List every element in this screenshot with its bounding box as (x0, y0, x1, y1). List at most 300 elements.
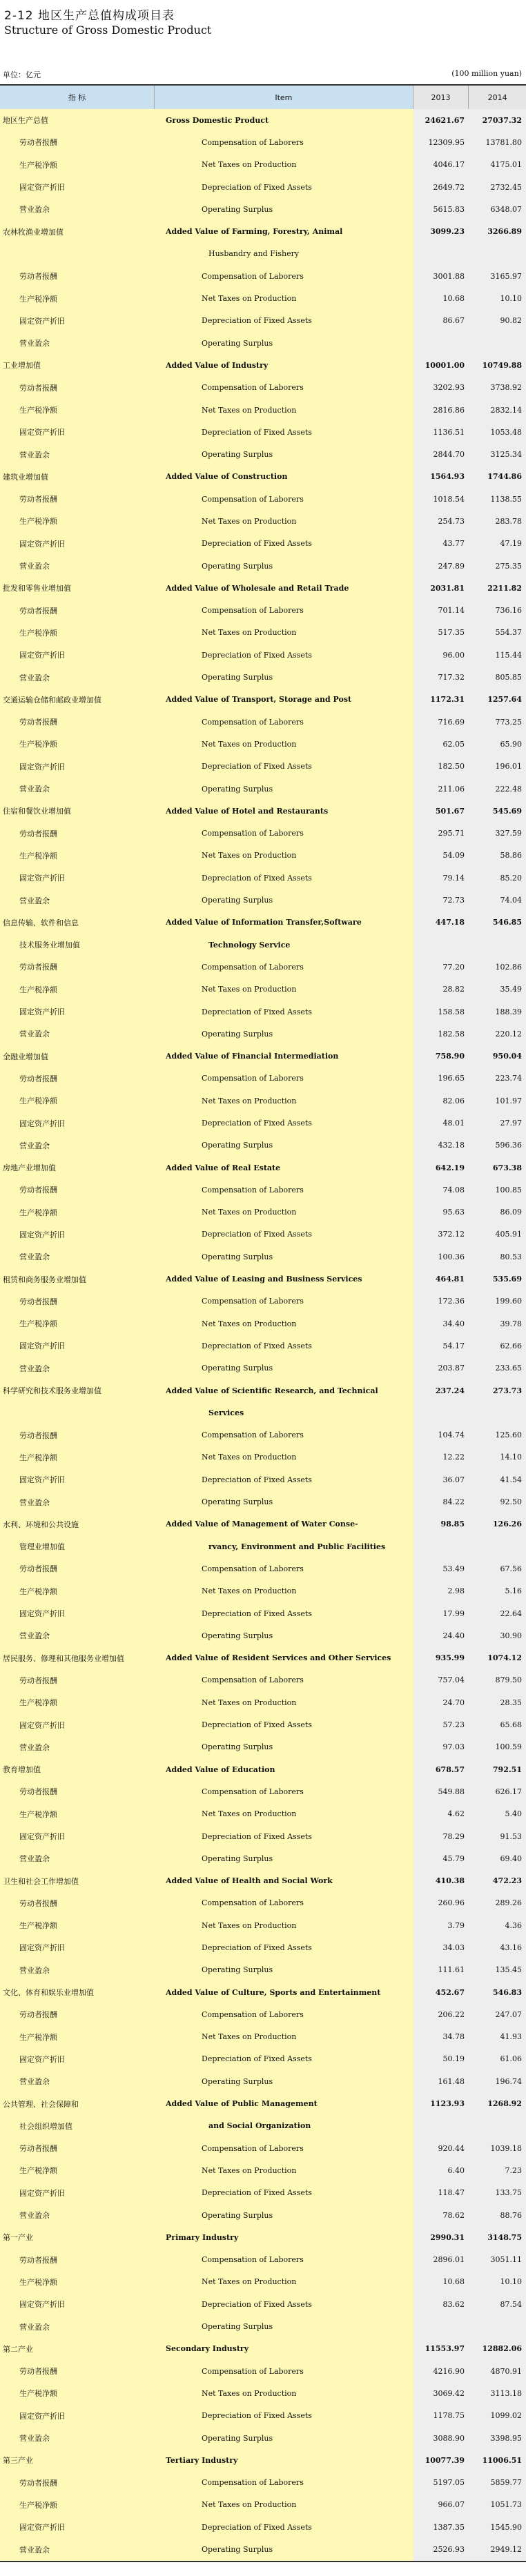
value-2013-cell: 716.69 (413, 711, 469, 733)
item-cell: Operating Surplus (155, 1134, 413, 1157)
value-2014-cell (469, 243, 526, 265)
value-2014-cell: 554.37 (469, 622, 526, 644)
item-cell: Operating Surplus (155, 2427, 413, 2449)
table-row (0, 1312, 526, 1335)
table-row (0, 1981, 526, 2003)
item-cell: Net Taxes on Production (155, 1580, 413, 1602)
item-cell: Added Value of Culture, Sports and Entertainment (155, 1981, 413, 2003)
indicator-cell: 固定资产折旧 (0, 1825, 155, 1847)
value-2014-cell: 58.86 (469, 845, 526, 867)
indicator-cell: 营业盈余 (0, 2315, 155, 2337)
item-cell: Secondary Industry (155, 2338, 413, 2360)
value-2014-cell: 1039.18 (469, 2137, 526, 2159)
item-cell: Added Value of Public Management (155, 2092, 413, 2114)
table-row (0, 2471, 526, 2493)
value-2014-cell (469, 1402, 526, 1424)
item-cell: Added Value of Scientific Research, and Technical (155, 1379, 413, 1402)
value-2014-cell: 223.74 (469, 1068, 526, 1090)
value-2014-cell: 327.59 (469, 823, 526, 845)
value-2014-cell: 4.36 (469, 1914, 526, 1936)
value-2013-cell: 464.81 (413, 1268, 469, 1290)
value-2014-cell: 14.10 (469, 1446, 526, 1468)
table-row (0, 131, 526, 153)
value-2014-cell: 90.82 (469, 310, 526, 332)
value-2014-cell: 199.60 (469, 1290, 526, 1312)
item-cell: Compensation of Laborers (155, 1557, 413, 1580)
table-row (0, 1736, 526, 1758)
table-row (0, 1602, 526, 1624)
indicator-cell: 营业盈余 (0, 1023, 155, 1045)
value-2014-cell: 3113.18 (469, 2382, 526, 2404)
table-title-en: Structure of Gross Domestic Product (4, 23, 212, 37)
indicator-cell: 第三产业 (0, 2449, 155, 2471)
indicator-cell: 营业盈余 (0, 2538, 155, 2560)
value-2014-cell: 27.97 (469, 1112, 526, 1134)
table-title-zh: 2-12 地区生产总值构成项目表 (4, 9, 175, 23)
value-2013-cell (413, 2115, 469, 2137)
indicator-cell: 营业盈余 (0, 1134, 155, 1157)
indicator-cell: 生产税净额 (0, 979, 155, 1001)
item-cell: Compensation of Laborers (155, 131, 413, 153)
value-2013-cell: 2896.01 (413, 2249, 469, 2271)
item-cell: Depreciation of Fixed Assets (155, 2048, 413, 2070)
indicator-cell: 生产税净额 (0, 1090, 155, 1112)
value-2013-cell: 17.99 (413, 1602, 469, 1624)
value-2013-cell: 1387.35 (413, 2516, 469, 2538)
table-row (0, 2360, 526, 2382)
table-row (0, 1580, 526, 1602)
item-cell: Operating Surplus (155, 889, 413, 911)
indicator-cell: 固定资产折旧 (0, 1713, 155, 1736)
table-row (0, 1847, 526, 1869)
value-2014-cell: 1744.86 (469, 466, 526, 488)
column-header-item: Item (155, 86, 413, 109)
value-2013-cell: 372.12 (413, 1223, 469, 1246)
item-cell: Depreciation of Fixed Assets (155, 2516, 413, 2538)
item-cell: Added Value of Real Estate (155, 1157, 413, 1179)
table-row (0, 1246, 526, 1268)
item-cell: Depreciation of Fixed Assets (155, 1112, 413, 1134)
item-cell: Compensation of Laborers (155, 488, 413, 510)
value-2013-cell: 1172.31 (413, 689, 469, 711)
value-2013-cell: 48.01 (413, 1112, 469, 1134)
indicator-cell: 生产税净额 (0, 845, 155, 867)
indicator-cell: 生产税净额 (0, 1446, 155, 1468)
table-row (0, 220, 526, 242)
value-2013-cell: 11553.97 (413, 2338, 469, 2360)
item-cell: Compensation of Laborers (155, 2360, 413, 2382)
table-row (0, 934, 526, 956)
indicator-cell: 固定资产折旧 (0, 756, 155, 778)
indicator-cell: 交通运输仓储和邮政业增加值 (0, 689, 155, 711)
table-row (0, 1513, 526, 1535)
item-cell: Added Value of Transport, Storage and Post (155, 689, 413, 711)
value-2013-cell: 24.70 (413, 1691, 469, 1713)
table-row (0, 689, 526, 711)
indicator-cell: 固定资产折旧 (0, 1335, 155, 1357)
item-cell: Net Taxes on Production (155, 1914, 413, 1936)
item-cell: Net Taxes on Production (155, 2382, 413, 2404)
value-2013-cell: 24.40 (413, 1624, 469, 1646)
table-row (0, 555, 526, 577)
value-2014-cell: 6348.07 (469, 198, 526, 220)
item-cell: Compensation of Laborers (155, 823, 413, 845)
indicator-cell: 生产税净额 (0, 510, 155, 532)
item-cell: Compensation of Laborers (155, 1424, 413, 1446)
value-2014-cell: 626.17 (469, 1780, 526, 1802)
indicator-cell: 信息传输、软件和信息 (0, 912, 155, 934)
indicator-cell: 固定资产折旧 (0, 2516, 155, 2538)
value-2013-cell: 4046.17 (413, 154, 469, 176)
item-cell: Added Value of Resident Services and Other Services (155, 1646, 413, 1669)
item-cell: Net Taxes on Production (155, 1446, 413, 1468)
item-cell: Net Taxes on Production (155, 2026, 413, 2048)
item-cell: Net Taxes on Production (155, 1090, 413, 1112)
table-row (0, 332, 526, 354)
value-2013-cell: 28.82 (413, 979, 469, 1001)
value-2013-cell: 54.17 (413, 1335, 469, 1357)
value-2014-cell: 5.40 (469, 1803, 526, 1825)
indicator-cell: 生产税净额 (0, 1580, 155, 1602)
value-2014-cell: 1257.64 (469, 689, 526, 711)
value-2014-cell: 30.90 (469, 1624, 526, 1646)
indicator-cell: 生产税净额 (0, 399, 155, 421)
value-2013-cell: 118.47 (413, 2182, 469, 2204)
indicator-cell: 营业盈余 (0, 1624, 155, 1646)
table-row (0, 1045, 526, 1067)
indicator-cell: 劳动者报酬 (0, 1290, 155, 1312)
unit-label-en: (100 million yuan) (451, 69, 522, 78)
value-2014-cell (469, 934, 526, 956)
indicator-cell: 地区生产总值 (0, 109, 155, 131)
item-cell: Tertiary Industry (155, 2449, 413, 2471)
indicator-cell: 房地产业增加值 (0, 1157, 155, 1179)
value-2014-cell: 535.69 (469, 1268, 526, 1290)
table-row (0, 577, 526, 599)
value-2014-cell: 10749.88 (469, 354, 526, 376)
table-row (0, 1914, 526, 1936)
indicator-cell: 营业盈余 (0, 1491, 155, 1513)
value-2013-cell: 10077.39 (413, 2449, 469, 2471)
table-row (0, 1535, 526, 1557)
item-cell: Depreciation of Fixed Assets (155, 1602, 413, 1624)
value-2013-cell: 501.67 (413, 800, 469, 822)
value-2014-cell (469, 1535, 526, 1557)
value-2013-cell: 1178.75 (413, 2405, 469, 2427)
indicator-cell: 社会组织增加值 (0, 2115, 155, 2137)
table-row (0, 1646, 526, 1669)
indicator-cell: 固定资产折旧 (0, 310, 155, 332)
item-cell: Added Value of Information Transfer,Software (155, 912, 413, 934)
table-row (0, 1179, 526, 1201)
table-row (0, 979, 526, 1001)
value-2013-cell: 86.67 (413, 310, 469, 332)
value-2013-cell: 77.20 (413, 956, 469, 978)
indicator-cell: 固定资产折旧 (0, 1223, 155, 1246)
table-row (0, 1446, 526, 1468)
value-2013-cell: 2526.93 (413, 2538, 469, 2560)
item-cell: Operating Surplus (155, 198, 413, 220)
item-cell: Operating Surplus (155, 2538, 413, 2560)
value-2013-cell: 97.03 (413, 1736, 469, 1758)
table-row (0, 2271, 526, 2293)
item-cell: Operating Surplus (155, 1624, 413, 1646)
item-cell: Operating Surplus (155, 1246, 413, 1268)
value-2013-cell: 3069.42 (413, 2382, 469, 2404)
value-2014-cell: 950.04 (469, 1045, 526, 1067)
value-2013-cell: 432.18 (413, 1134, 469, 1157)
indicator-cell: 劳动者报酬 (0, 2249, 155, 2271)
indicator-cell: 劳动者报酬 (0, 1669, 155, 1691)
table-row (0, 1936, 526, 1958)
value-2014-cell: 4175.01 (469, 154, 526, 176)
indicator-cell (0, 243, 155, 265)
value-2014-cell (469, 2315, 526, 2337)
value-2013-cell: 295.71 (413, 823, 469, 845)
indicator-cell: 营业盈余 (0, 555, 155, 577)
indicator-cell: 固定资产折旧 (0, 421, 155, 443)
value-2014-cell: 673.38 (469, 1157, 526, 1179)
value-2014-cell: 405.91 (469, 1223, 526, 1246)
item-cell: rvancy, Environment and Public Facilities (155, 1535, 413, 1557)
item-cell: Operating Surplus (155, 555, 413, 577)
value-2014-cell: 65.90 (469, 733, 526, 755)
column-header-2013: 2013 (413, 86, 469, 109)
value-2013-cell: 74.08 (413, 1179, 469, 1201)
value-2013-cell: 43.77 (413, 533, 469, 555)
value-2014-cell: 125.60 (469, 1424, 526, 1446)
table-row (0, 2315, 526, 2337)
value-2014-cell: 805.85 (469, 666, 526, 688)
value-2014-cell: 61.06 (469, 2048, 526, 2070)
value-2014-cell: 65.68 (469, 1713, 526, 1736)
value-2014-cell: 85.20 (469, 867, 526, 889)
indicator-cell: 营业盈余 (0, 1959, 155, 1981)
item-cell: Compensation of Laborers (155, 600, 413, 622)
indicator-cell: 生产税净额 (0, 2271, 155, 2293)
value-2013-cell: 758.90 (413, 1045, 469, 1067)
value-2013-cell: 111.61 (413, 1959, 469, 1981)
table-row (0, 1090, 526, 1112)
table-row (0, 2026, 526, 2048)
indicator-cell: 第二产业 (0, 2338, 155, 2360)
table-row (0, 1892, 526, 1914)
item-cell: Net Taxes on Production (155, 622, 413, 644)
table-row (0, 2449, 526, 2471)
item-cell: Operating Surplus (155, 1023, 413, 1045)
table-row (0, 1669, 526, 1691)
value-2014-cell: 87.54 (469, 2293, 526, 2315)
item-cell: Added Value of Financial Intermediation (155, 1045, 413, 1067)
value-2014-cell: 3148.75 (469, 2226, 526, 2248)
value-2014-cell: 35.49 (469, 979, 526, 1001)
value-2013-cell: 57.23 (413, 1713, 469, 1736)
table-row (0, 2003, 526, 2025)
value-2014-cell: 67.56 (469, 1557, 526, 1580)
table-row (0, 1557, 526, 1580)
value-2013-cell: 98.85 (413, 1513, 469, 1535)
table-row (0, 154, 526, 176)
value-2014-cell (469, 2115, 526, 2137)
indicator-cell: 劳动者报酬 (0, 1424, 155, 1446)
indicator-cell: 固定资产折旧 (0, 176, 155, 198)
table-row (0, 2182, 526, 2204)
table-row (0, 2070, 526, 2092)
item-cell: Depreciation of Fixed Assets (155, 1001, 413, 1023)
item-cell: Net Taxes on Production (155, 2271, 413, 2293)
value-2014-cell: 13781.80 (469, 131, 526, 153)
value-2013-cell: 1018.54 (413, 488, 469, 510)
table-row (0, 533, 526, 555)
indicator-cell: 农林牧渔业增加值 (0, 220, 155, 242)
value-2013-cell: 10001.00 (413, 354, 469, 376)
indicator-cell: 营业盈余 (0, 889, 155, 911)
item-cell: Husbandry and Fishery (155, 243, 413, 265)
value-2014-cell: 12882.06 (469, 2338, 526, 2360)
value-2013-cell: 2031.81 (413, 577, 469, 599)
value-2013-cell: 642.19 (413, 1157, 469, 1179)
table-row (0, 176, 526, 198)
value-2013-cell: 10.68 (413, 287, 469, 309)
value-2014-cell: 289.26 (469, 1892, 526, 1914)
value-2014-cell: 2211.82 (469, 577, 526, 599)
table-row (0, 1624, 526, 1646)
table-row (0, 1959, 526, 1981)
table-row (0, 2338, 526, 2360)
value-2014-cell: 5.16 (469, 1580, 526, 1602)
indicator-cell: 劳动者报酬 (0, 2137, 155, 2159)
item-cell: Depreciation of Fixed Assets (155, 1335, 413, 1357)
value-2013-cell: 36.07 (413, 1468, 469, 1491)
indicator-cell: 劳动者报酬 (0, 1780, 155, 1802)
value-2014-cell: 2732.45 (469, 176, 526, 198)
value-2013-cell: 920.44 (413, 2137, 469, 2159)
value-2014-cell: 879.50 (469, 1669, 526, 1691)
value-2013-cell: 2844.70 (413, 443, 469, 465)
table-row (0, 1424, 526, 1446)
item-cell: Added Value of Management of Water Conse- (155, 1513, 413, 1535)
indicator-cell: 固定资产折旧 (0, 2405, 155, 2427)
value-2014-cell: 92.50 (469, 1491, 526, 1513)
value-2013-cell: 6.40 (413, 2159, 469, 2181)
value-2013-cell (413, 1402, 469, 1424)
value-2014-cell: 196.01 (469, 756, 526, 778)
indicator-cell: 劳动者报酬 (0, 131, 155, 153)
value-2014-cell: 2832.14 (469, 399, 526, 421)
indicator-cell: 生产税净额 (0, 2382, 155, 2404)
unit-label-zh: 单位：亿元 (3, 70, 41, 79)
indicator-cell: 营业盈余 (0, 2204, 155, 2226)
table-row (0, 2494, 526, 2516)
value-2013-cell: 5197.05 (413, 2471, 469, 2493)
table-row (0, 2293, 526, 2315)
table-row (0, 1713, 526, 1736)
item-cell: Net Taxes on Production (155, 1201, 413, 1223)
table-row (0, 2538, 526, 2560)
indicator-cell: 科学研究和技术服务业增加值 (0, 1379, 155, 1402)
value-2014-cell: 11006.51 (469, 2449, 526, 2471)
value-2013-cell: 172.36 (413, 1290, 469, 1312)
indicator-cell: 营业盈余 (0, 443, 155, 465)
indicator-cell: 文化、体育和娱乐业增加值 (0, 1981, 155, 2003)
value-2014-cell: 91.53 (469, 1825, 526, 1847)
table-row (0, 466, 526, 488)
indicator-cell: 生产税净额 (0, 733, 155, 755)
value-2014-cell: 39.78 (469, 1312, 526, 1335)
table-row (0, 2092, 526, 2114)
value-2013-cell: 549.88 (413, 1780, 469, 1802)
value-2014-cell: 546.85 (469, 912, 526, 934)
value-2013-cell: 34.40 (413, 1312, 469, 1335)
item-cell: Depreciation of Fixed Assets (155, 176, 413, 198)
value-2014-cell: 41.54 (469, 1468, 526, 1491)
value-2013-cell: 45.79 (413, 1847, 469, 1869)
value-2013-cell: 3001.88 (413, 265, 469, 287)
indicator-cell: 营业盈余 (0, 1246, 155, 1268)
value-2014-cell: 10.10 (469, 287, 526, 309)
value-2014-cell: 773.25 (469, 711, 526, 733)
item-cell: Operating Surplus (155, 2315, 413, 2337)
item-cell: Primary Industry (155, 2226, 413, 2248)
value-2014-cell: 3165.97 (469, 265, 526, 287)
value-2013-cell: 3.79 (413, 1914, 469, 1936)
item-cell: Depreciation of Fixed Assets (155, 756, 413, 778)
value-2014-cell: 69.40 (469, 1847, 526, 1869)
indicator-cell: 劳动者报酬 (0, 1179, 155, 1201)
value-2014-cell (469, 332, 526, 354)
value-2013-cell: 2816.86 (413, 399, 469, 421)
value-2013-cell: 12.22 (413, 1446, 469, 1468)
table-row (0, 443, 526, 465)
table-row (0, 711, 526, 733)
value-2013-cell: 84.22 (413, 1491, 469, 1513)
value-2014-cell: 545.69 (469, 800, 526, 822)
item-cell: Services (155, 1402, 413, 1424)
value-2013-cell (413, 1535, 469, 1557)
indicator-cell: 劳动者报酬 (0, 1557, 155, 1580)
value-2013-cell: 3088.90 (413, 2427, 469, 2449)
indicator-cell: 营业盈余 (0, 1736, 155, 1758)
value-2013-cell: 2990.31 (413, 2226, 469, 2248)
table-row (0, 265, 526, 287)
indicator-cell: 建筑业增加值 (0, 466, 155, 488)
indicator-cell: 第一产业 (0, 2226, 155, 2248)
indicator-cell: 劳动者报酬 (0, 711, 155, 733)
table-bottom-rule (0, 2561, 526, 2562)
indicator-cell: 生产税净额 (0, 2494, 155, 2516)
item-cell: Compensation of Laborers (155, 2137, 413, 2159)
value-2014-cell: 4870.91 (469, 2360, 526, 2382)
value-2014-cell: 546.83 (469, 1981, 526, 2003)
table-row (0, 2249, 526, 2271)
item-cell: Compensation of Laborers (155, 265, 413, 287)
indicator-cell: 固定资产折旧 (0, 867, 155, 889)
table-header (0, 84, 526, 110)
table-row (0, 243, 526, 265)
indicator-cell: 工业增加值 (0, 354, 155, 376)
value-2013-cell: 247.89 (413, 555, 469, 577)
value-2014-cell: 7.23 (469, 2159, 526, 2181)
table-row (0, 399, 526, 421)
indicator-cell: 固定资产折旧 (0, 2048, 155, 2070)
item-cell: Net Taxes on Production (155, 1691, 413, 1713)
value-2013-cell: 3099.23 (413, 220, 469, 242)
indicator-cell: 营业盈余 (0, 332, 155, 354)
value-2014-cell: 100.59 (469, 1736, 526, 1758)
item-cell: Net Taxes on Production (155, 733, 413, 755)
indicator-cell: 生产税净额 (0, 1691, 155, 1713)
value-2013-cell: 54.09 (413, 845, 469, 867)
